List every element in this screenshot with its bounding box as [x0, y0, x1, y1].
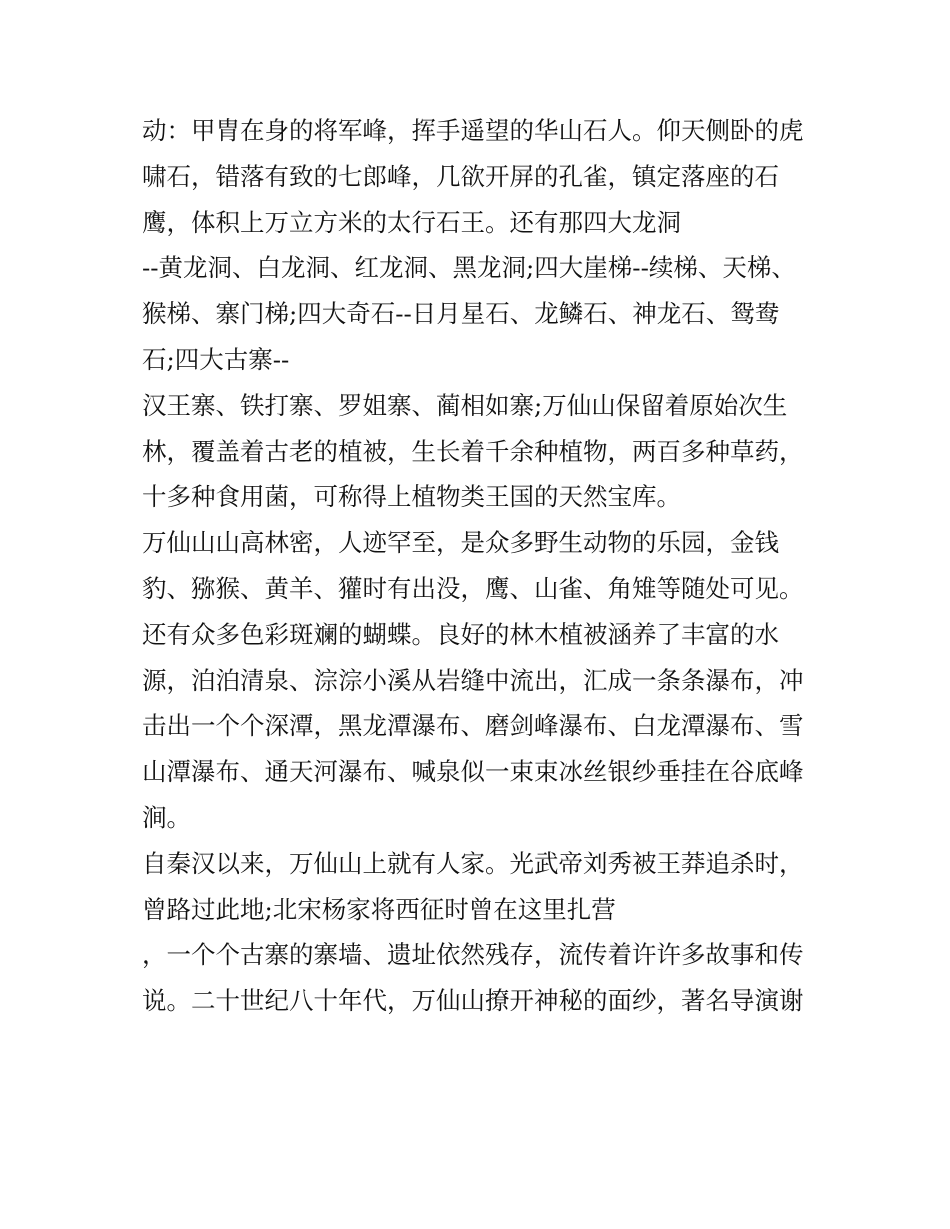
text-line: 汉王寨、铁打寨、罗姐寨、蔺相如寨;万仙山保留着原始次生 — [142, 390, 788, 420]
text-line: 曾路过此地;北宋杨家将西征时曾在这里扎营 — [142, 894, 616, 924]
text-line: 啸石，错落有致的七郎峰，几欲开屏的孔雀，镇定落座的石 — [142, 161, 779, 191]
body-text — [142, 108, 822, 1024]
text-line: 源，泊泊清泉、淙淙小溪从岩缝中流出，汇成一条条瀑布，冲 — [142, 665, 804, 695]
text-line: --黄龙洞、白龙洞、红龙洞、黑龙洞;四大崖梯--续梯、天梯、 — [142, 253, 796, 283]
text-line: 涧。 — [142, 802, 191, 832]
text-line: ，一个个古寨的寨墙、遗址依然残存，流传着许许多故事和传 — [142, 940, 804, 970]
text-line: 击出一个个深潭，黑龙潭瀑布、磨剑峰瀑布、白龙潭瀑布、雪 — [142, 711, 804, 741]
text-line: 林，覆盖着古老的植被，生长着千余种植物，两百多种草药， — [142, 436, 804, 466]
text-line: 说。二十世纪八十年代，万仙山撩开神秘的面纱，著名导演谢 — [142, 986, 804, 1016]
text-line: 猴梯、寨门梯;四大奇石--日月星石、龙鳞石、神龙石、鸳鸯 — [142, 299, 780, 329]
text-line: 十多种食用菌，可称得上植物类王国的天然宝库。 — [142, 482, 681, 512]
text-line: 万仙山山高林密，人迹罕至，是众多野生动物的乐园，金钱 — [142, 528, 779, 558]
text-line: 豹、猕猴、黄羊、獾时有出没，鹰、山雀、角雉等随处可见。 — [142, 573, 804, 603]
text-line: 动：甲胄在身的将军峰，挥手遥望的华山石人。仰天侧卧的虎 — [142, 116, 804, 145]
text-line: 自秦汉以来，万仙山上就有人家。光武帝刘秀被王莽追杀时， — [142, 848, 804, 878]
text-line: 山潭瀑布、通天河瀑布、喊泉似一束束冰丝银纱垂挂在谷底峰 — [142, 757, 804, 787]
text-line: 鹰，体积上万立方米的太行石王。还有那四大龙洞 — [142, 207, 681, 237]
text-line: 还有众多色彩斑斓的蝴蝶。良好的林木植被涵养了丰富的水 — [142, 619, 779, 649]
text-line: 石;四大古寨-- — [142, 344, 290, 374]
